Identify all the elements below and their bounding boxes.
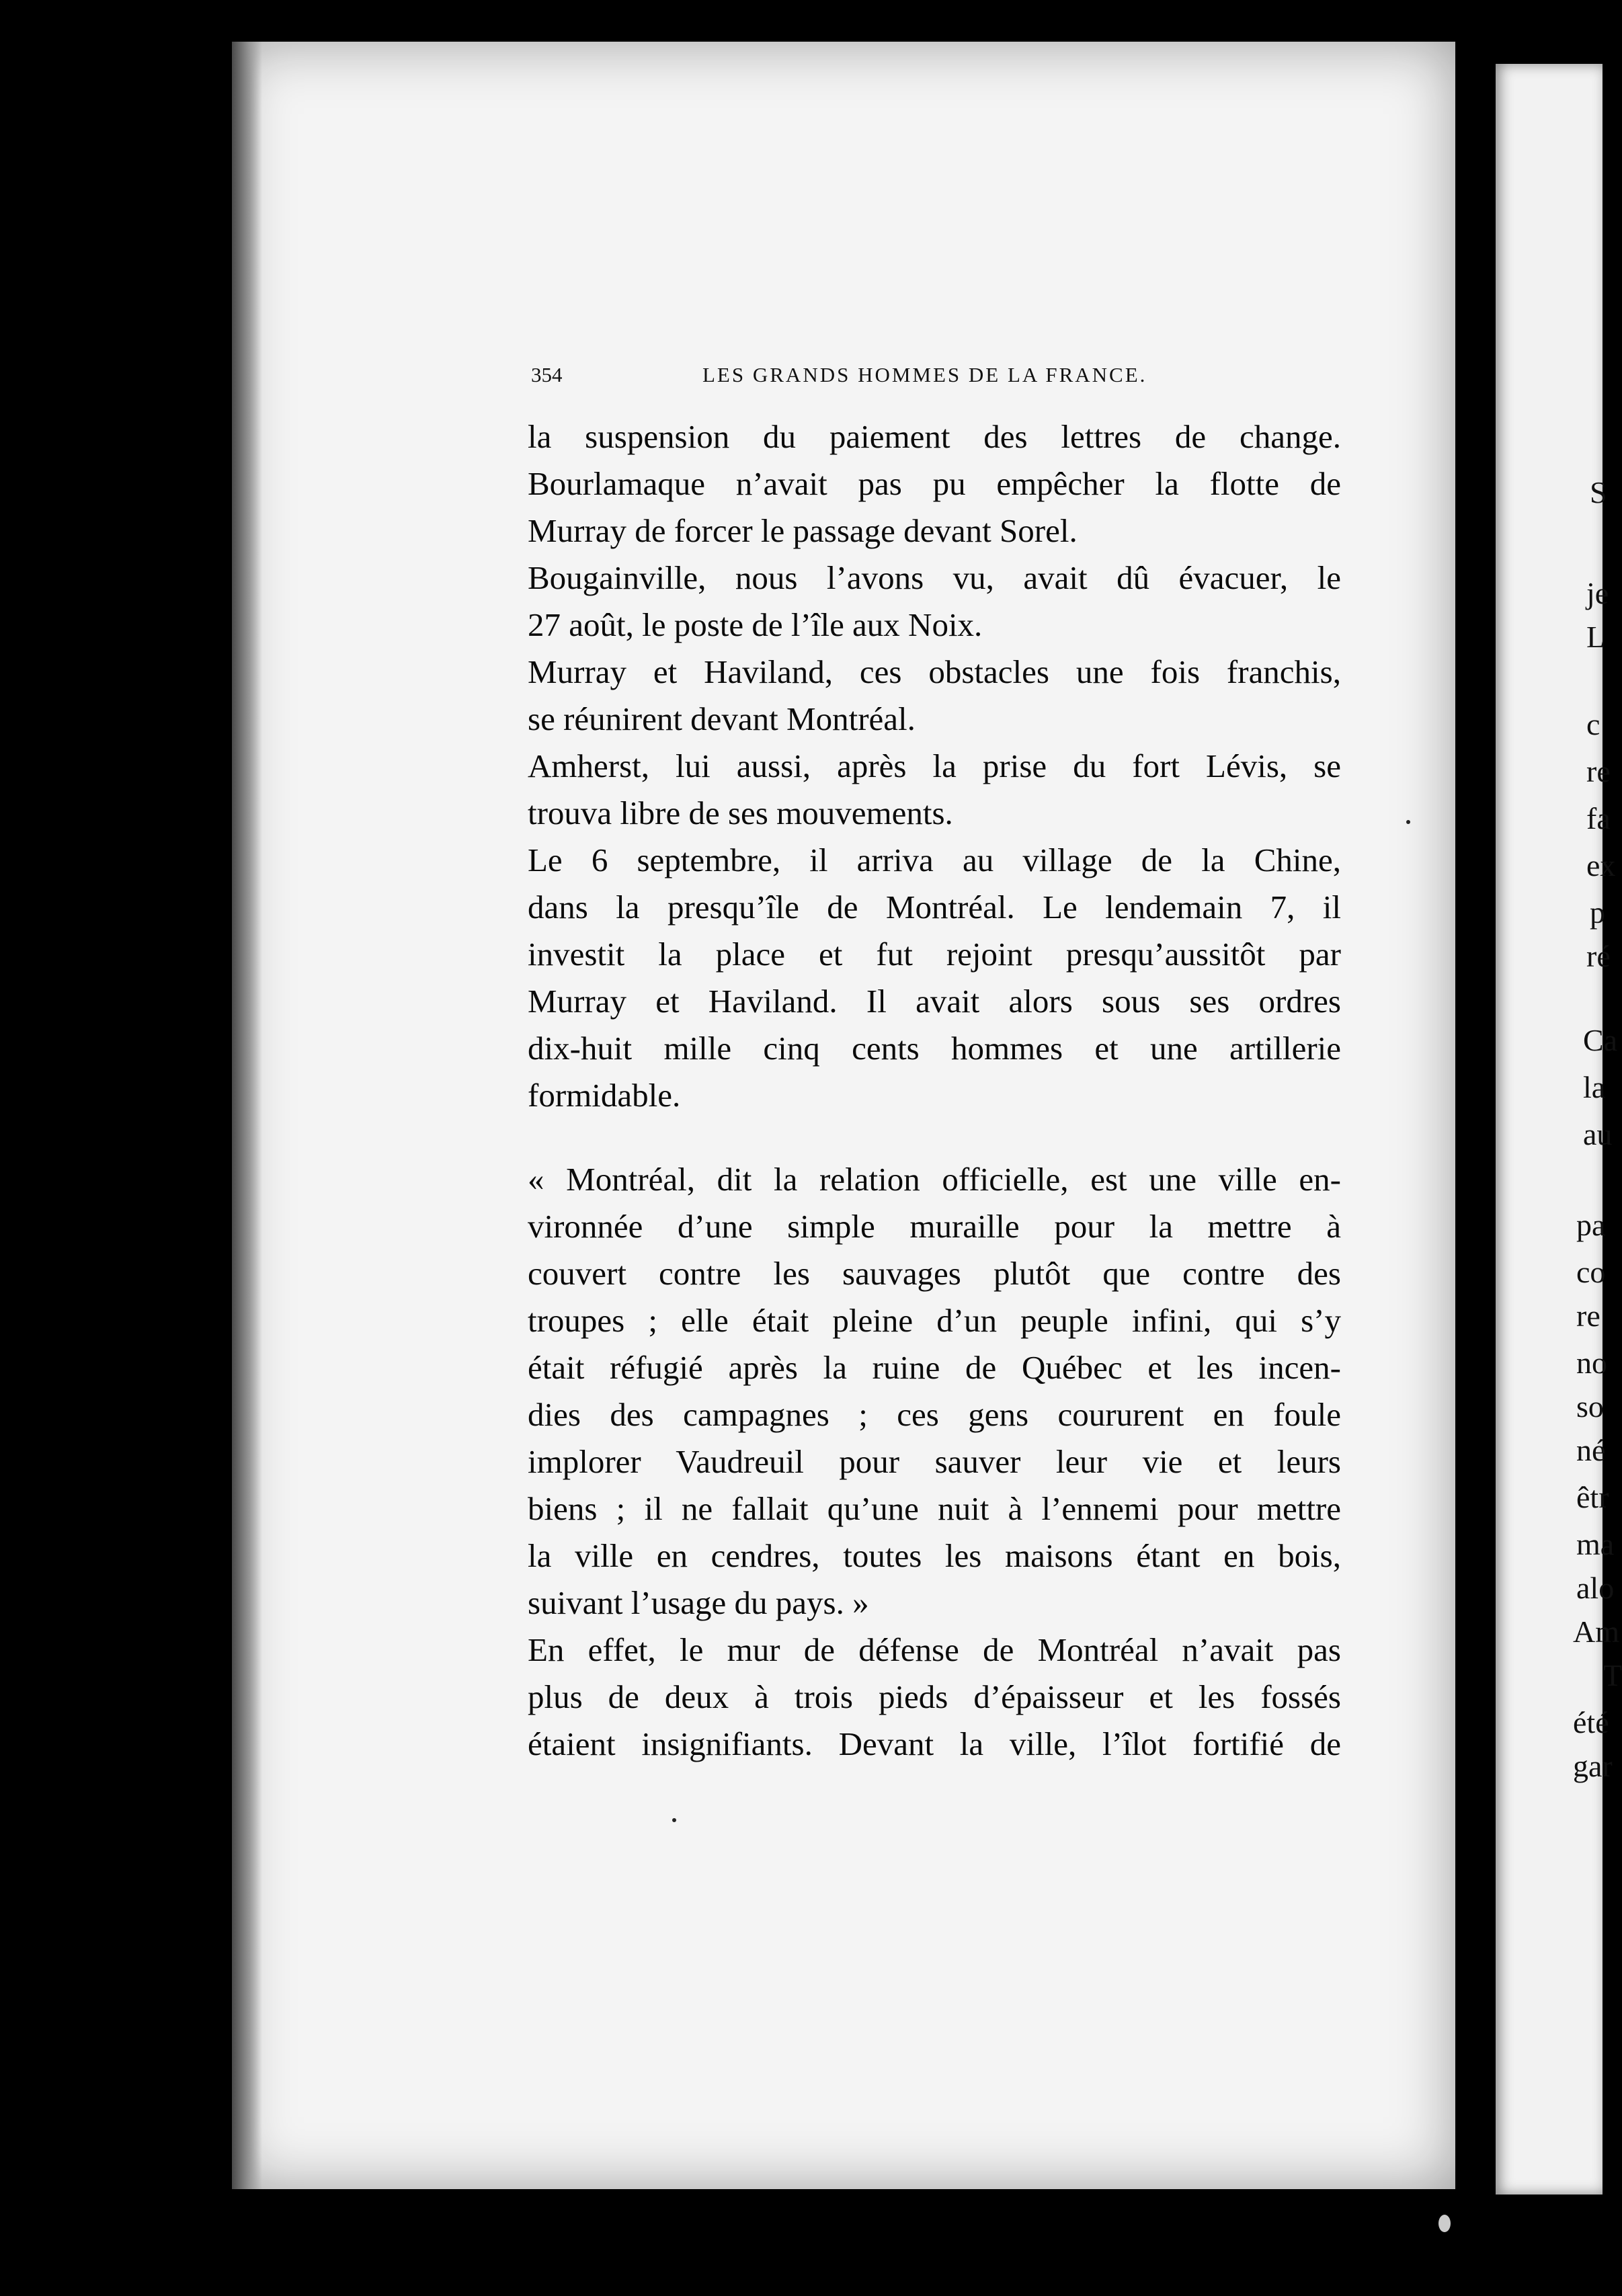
facing-fragment: né: [1576, 1433, 1606, 1467]
text-line: En effet, le mur de défense de Montréal n’avait pas: [528, 1631, 1341, 1668]
text-line: couvert contre les sauvages plutôt que contre des: [528, 1255, 1341, 1292]
text-line: trouva libre de ses mouvements.: [528, 794, 953, 831]
page-number: 354: [531, 363, 563, 386]
facing-fragment: L: [1586, 620, 1606, 654]
text-line: dix-huit mille cinq cents hommes et une artillerie: [528, 1030, 1341, 1067]
text-line: 27 août, le poste de l’île aux Noix.: [528, 606, 983, 643]
facing-fragment: au: [1583, 1117, 1613, 1151]
paragraph-gap: [528, 1119, 1341, 1156]
text-line: Murray et Haviland, ces obstacles une fois franchis,: [528, 653, 1341, 690]
text-line: troupes ; elle était pleine d’un peuple infini, qui s’y: [528, 1302, 1341, 1339]
scan-speck: [1438, 2215, 1451, 2232]
text-line: implorer Vaudreuil pour sauver leur vie et leurs: [528, 1443, 1341, 1480]
facing-fragment: no: [1576, 1346, 1607, 1380]
running-title: LES GRANDS HOMMES DE LA FRANCE.: [702, 363, 1147, 386]
scan-speck: [1406, 820, 1410, 824]
text-line: suivant l’usage du pays. »: [528, 1584, 869, 1621]
text-line: formidable.: [528, 1077, 681, 1114]
text-line: Murray et Haviland. Il avait alors sous ses ordres: [528, 983, 1341, 1020]
text-line: Le 6 septembre, il arriva au village de la Chine,: [528, 842, 1341, 878]
text-line: Murray de forcer le passage devant Sorel.: [528, 512, 1078, 549]
body-text: [528, 413, 1341, 1768]
facing-fragment: la: [1583, 1070, 1606, 1104]
facing-fragment: Ca: [1583, 1023, 1618, 1057]
facing-fragment: je: [1586, 576, 1609, 610]
text-line: Bougainville, nous l’avons vu, avait dû évacuer, le: [528, 559, 1341, 596]
facing-fragment: alo: [1576, 1571, 1615, 1605]
running-head: [531, 363, 1341, 397]
scan-speck: [672, 1818, 676, 1822]
text-line: était réfugié après la ruine de Québec et les incen-: [528, 1349, 1341, 1386]
facing-fragment: êtr: [1576, 1480, 1609, 1514]
facing-fragment: ma: [1576, 1527, 1615, 1561]
text-line: « Montréal, dit la relation officielle, est une ville en-: [528, 1161, 1341, 1198]
text-line: la ville en cendres, toutes les maisons étant en bois,: [528, 1537, 1341, 1574]
facing-fragment: ex: [1586, 848, 1616, 883]
facing-fragment: re: [1586, 754, 1611, 788]
facing-fragment: p: [1590, 895, 1605, 930]
text-line: Bourlamaque n’avait pas pu empêcher la flotte de: [528, 465, 1341, 502]
facing-fragment: T: [1603, 1658, 1622, 1692]
facing-fragment: Am: [1573, 1614, 1619, 1649]
text-line: investit la place et fut rejoint presqu’aussitôt par: [528, 936, 1341, 973]
text-line: étaient insignifiants. Devant la ville, l’îlot fortifié de: [528, 1725, 1341, 1762]
text-line: plus de deux à trois pieds d’épaisseur et les fossés: [528, 1678, 1341, 1715]
facing-fragment: gar: [1573, 1749, 1613, 1783]
facing-fragment: ré: [1586, 939, 1611, 973]
facing-fragment: co: [1576, 1255, 1606, 1289]
text-line: Amherst, lui aussi, après la prise du fort Lévis, se: [528, 747, 1341, 784]
facing-fragment: pa: [1576, 1208, 1606, 1242]
facing-fragment: so: [1576, 1389, 1604, 1424]
facing-fragment: fa: [1586, 801, 1611, 835]
text-line: la suspension du paiement des lettres de change.: [528, 418, 1341, 455]
text-line: vironnée d’une simple muraille pour la mettre à: [528, 1208, 1341, 1245]
page-gutter-shadow: [232, 42, 262, 2189]
text-line: biens ; il ne fallait qu’une nuit à l’ennemi pour mettre: [528, 1490, 1341, 1527]
facing-fragment: c: [1586, 707, 1600, 741]
facing-fragment: S: [1590, 475, 1607, 509]
facing-fragment: été: [1573, 1705, 1609, 1739]
text-line: dans la presqu’île de Montréal. Le lendemain 7, il: [528, 889, 1341, 926]
facing-fragment: re: [1576, 1299, 1600, 1333]
text-line: dies des campagnes ; ces gens coururent en foule: [528, 1396, 1341, 1433]
text-line: se réunirent devant Montréal.: [528, 700, 916, 737]
facing-page: [1496, 64, 1622, 2195]
